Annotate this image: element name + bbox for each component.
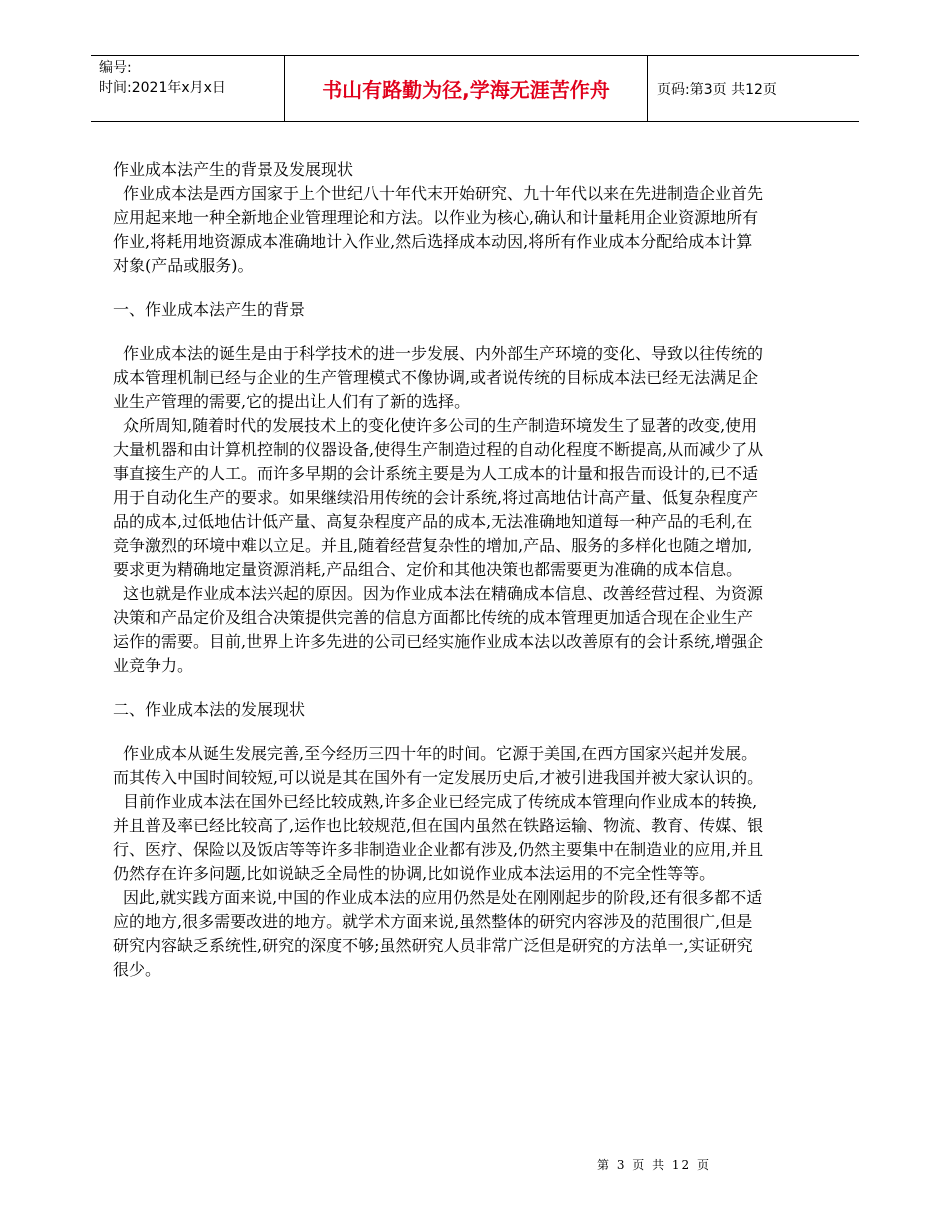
document-time-label: 时间:2021年x月x日 — [99, 80, 226, 96]
paragraph: 目前作业成本法在国外已经比较成熟,许多企业已经完成了传统成本管理向作业成本的转换,并且普及率已经比较高了,运作也比较规范,但在国内虽然在铁路运输、物流、教育、传媒、银行、医疗、保险以及饭店等等许多非制造业企业都有涉及,仍然主要集中在制造业的应用,并且仍然存在许多问题,比如说缺乏全局性的协调,比如说作业成本法运用的不完全性等等。 — [113, 792, 764, 883]
document-number-label: 编号: — [99, 60, 132, 76]
header-page-info: 页码:第3页 共12页 — [657, 81, 777, 98]
paragraph: 作业成本从诞生发展完善,至今经历三四十年的时间。它源于美国,在西方国家兴起并发展。而其传入中国时间较短,可以说是其在国外有一定发展历史后,才被引进我国并被大家认识的。 — [113, 744, 764, 787]
paragraph: 这也就是作业成本法兴起的原因。因为作业成本法在精确成本信息、改善经营过程、为资源决策和产品定价及组合决策提供完善的信息方面都比传统的成本管理更加适合现在企业生产运作的需要。目前,世界上许多先进的公司已经实施作业成本法以改善原有的会计系统,增强企业竞争力。 — [113, 584, 764, 675]
header-divider-right — [647, 55, 648, 122]
paragraph: 作业成本法的诞生是由于科学技术的进一步发展、内外部生产环境的变化、导致以往传统的成本管理机制已经与企业的生产管理模式不像协调,或者说传统的目标成本法已经无法满足企业生产管理的需要,它的提出让人们有了新的选择。 — [113, 344, 764, 411]
header-motto: 书山有路勤为径,学海无涯苦作舟 — [322, 78, 610, 102]
paragraph: 因此,就实践方面来说,中国的作业成本法的应用仍然是处在刚刚起步的阶段,还有很多都不适应的地方,很多需要改进的地方。就学术方面来说,虽然整体的研究内容涉及的范围很广,但是研究内容缺乏系统性,研究的深度不够;虽然研究人员非常广泛但是研究的方法单一,实证研究很少。 — [113, 888, 763, 979]
section-heading-background: 一、作业成本法产生的背景 — [113, 300, 306, 319]
intro-paragraph: 作业成本法是西方国家于上个世纪八十年代末开始研究、九十年代以来在先进制造企业首先应用起来地一种全新地企业管理理论和方法。以作业为核心,确认和计量耗用企业资源地所有作业,将耗用地资源成本准确地计入作业,然后选择成本动因,将所有作业成本分配给成本计算对象(产品或服务)。 — [113, 184, 764, 275]
section-heading-status: 二、作业成本法的发展现状 — [113, 700, 306, 719]
page-header — [91, 55, 859, 122]
paragraph: 众所周知,随着时代的发展技术上的变化使许多公司的生产制造环境发生了显著的改变,使用大量机器和由计算机控制的仪器设备,使得生产制造过程的自动化程度不断提高,从而减少了从事直接生产的人工。而许多早期的会计系统主要是为人工成本的计量和报告而设计的,已不适用于自动化生产的要求。如果继续沿用传统的会计系统,将过高地估计高产量、低复杂程度产品的成本,过低地估计低产量、高复杂程度产品的成本,无法准确地知道每一种产品的毛利,在竞争激烈的环境中难以立足。并且,随着经营复杂性的增加,产品、服务的多样化也随之增加,要求更为精确地定量资源消耗,产品组合、定价和其他决策也都需要更为准确的成本信息。 — [113, 416, 764, 579]
document-body — [113, 158, 768, 982]
document-title: 作业成本法产生的背景及发展现状 — [113, 160, 354, 179]
page-footer: 第 3 页 共 12 页 — [597, 1158, 711, 1172]
header-meta — [99, 58, 226, 98]
